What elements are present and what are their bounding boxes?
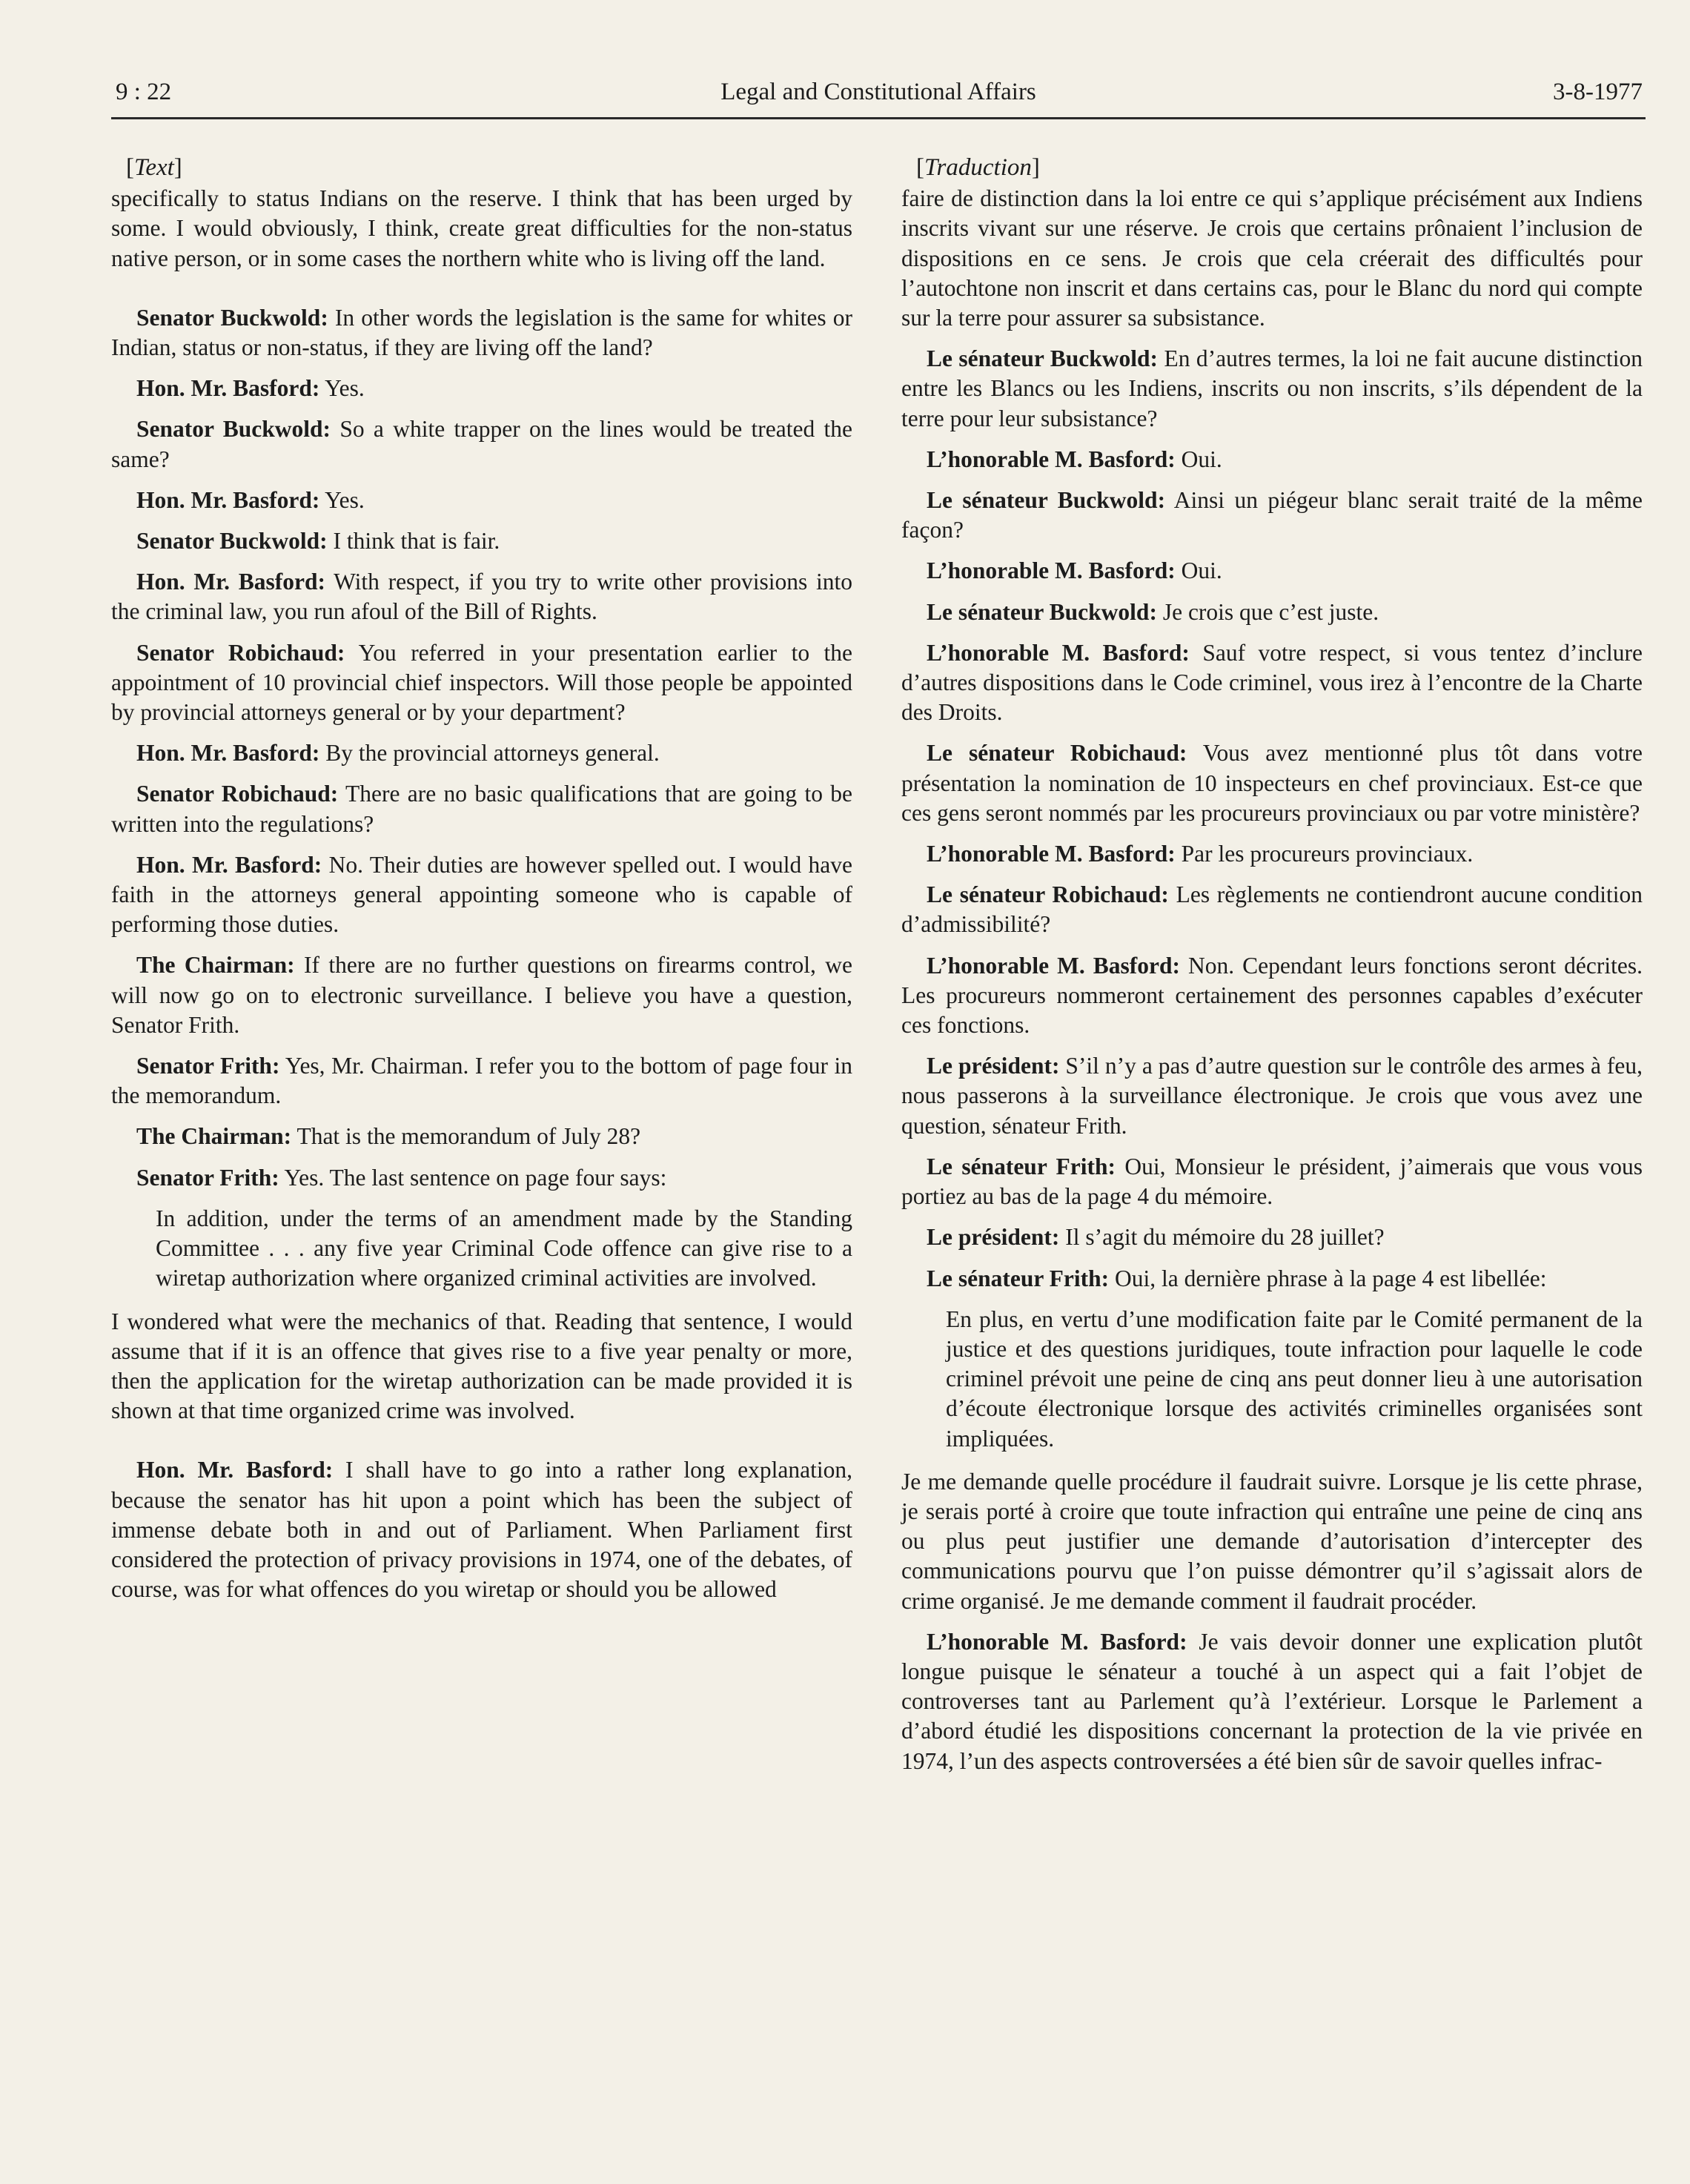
speech: Senator Robichaud: There are no basic qualifications that are going to be written into the regulations? xyxy=(111,781,853,837)
speech: L’honorable M. Basford: Je vais devoir donner une explication plutôt longue puisque le sénateur a touché à un aspect qui a fait l’objet de controverses tant au Parlement qu’à l’extérieur. Lorsque le Parlement a d’abord étudié les dispositions concernant la protection de la vie privée en 1974, l’un des aspects controversées a été bien sûr de savoir quelles infrac- xyxy=(901,1628,1643,1774)
speech: L’honorable M. Basford: Non. Cependant leurs fonctions seront décrites. Les procureurs nommeront certainement des personnes capables d’exécuter ces fonctions. xyxy=(901,952,1643,1039)
speaker-name: Le sénateur Frith: xyxy=(927,1153,1116,1179)
speaker-name: Hon. Mr. Basford: xyxy=(136,740,320,767)
header-date: 3-8-1977 xyxy=(1553,79,1643,105)
speaker-name: Hon. Mr. Basford: xyxy=(136,375,320,402)
speaker-name: Le président: xyxy=(927,1224,1060,1251)
speech: Hon. Mr. Basford: I shall have to go into a rather long explanation, because the senator has hit upon a point which has been the subject of immense debate both in and out of Parliament. When Parliament first considered the protection of privacy provisions in 1974, one of the debates, of course, was for what offences do you wiretap or should you be allowed xyxy=(111,1457,853,1603)
speech: Le sénateur Frith: Oui, la dernière phrase à la page 4 est libellée: xyxy=(927,1265,1547,1291)
paragraph: faire de distinction dans la loi entre ce qui s’applique précisément aux Indiens inscrits vivant sur une réserve. Je crois que certains prônaient l’inclusion de dispositions en ce sens. Je crois que cela créerait des difficultés pour l’autochtone non inscrit et dans certains cas, pour le Blanc du nord qui compte sur la terre pour assurer sa subsistance. xyxy=(901,185,1643,331)
speech: Le sénateur Buckwold: Ainsi un piégeur blanc serait traité de la même façon? xyxy=(901,487,1643,543)
speaker-name: Senator Buckwold: xyxy=(136,304,328,331)
document-page xyxy=(111,71,1646,2147)
speech: Senator Buckwold: In other words the legislation is the same for whites or Indian, status or non-status, if they are living off the land? xyxy=(111,304,852,361)
speech: Hon. Mr. Basford: With respect, if you try to write other provisions into the criminal law, you run afoul of the Bill of Rights. xyxy=(111,569,852,625)
speaker-name: L’honorable M. Basford: xyxy=(927,446,1176,472)
speaker-name: L’honorable M. Basford: xyxy=(927,1628,1187,1655)
speaker-name: Senator Buckwold: xyxy=(136,416,331,443)
speaker-name: Le sénateur Buckwold: xyxy=(927,345,1159,372)
speech: The Chairman: If there are no further questions on firearms control, we will now go on to electronic surveillance. I believe you have a question, Senator Frith. xyxy=(111,952,853,1038)
speaker-name: Senator Frith: xyxy=(136,1164,279,1191)
speech: Le sénateur Buckwold: Je crois que c’est juste. xyxy=(927,598,1379,625)
section-marker: [Text] xyxy=(126,154,182,181)
block-quote: In addition, under the terms of an amendment made by the Standing Committee . . . any five year Criminal Code offence can give rise to a wiretap authorization where organized criminal activities are involved. xyxy=(156,1205,852,1291)
speaker-name: Hon. Mr. Basford: xyxy=(136,1457,334,1483)
speech: L’honorable M. Basford: Oui. xyxy=(927,557,1222,584)
speaker-name: Senator Robichaud: xyxy=(136,781,339,807)
speaker-name: L’honorable M. Basford: xyxy=(927,952,1180,979)
speech: L’honorable M. Basford: Oui. xyxy=(927,446,1222,472)
speech: Le sénateur Buckwold: En d’autres termes, la loi ne fait aucune distinction entre les Blancs ou les Indiens, inscrits ou non inscrits, s’ils dépendent de la terre pour leur subsistance? xyxy=(901,345,1643,431)
speech: Hon. Mr. Basford: By the provincial attorneys general. xyxy=(136,740,660,767)
speech: L’honorable M. Basford: Par les procureurs provinciaux. xyxy=(927,841,1474,867)
speaker-name: Hon. Mr. Basford: xyxy=(136,851,322,878)
paragraph: specifically to status Indians on the reserve. I think that has been urged by some. I would obviously, I think, create great difficulties for the non-status native person, or in some cases the northern white who is living off the land. xyxy=(111,185,852,271)
speech: Senator Frith: Yes. The last sentence on page four says: xyxy=(136,1164,667,1191)
speaker-name: L’honorable M. Basford: xyxy=(927,639,1190,666)
block-quote: En plus, en vertu d’une modification faite par le Comité permanent de la justice et des questions juridiques, toute infraction pour laquelle le code criminel prévoit une peine de cinq ans peut donner lieu à une autorisation d’écoute électronique lorsque des activités criminelles organisées sont impliquées. xyxy=(946,1306,1643,1452)
speech: Hon. Mr. Basford: Yes. xyxy=(136,486,365,513)
speaker-name: Le sénateur Buckwold: xyxy=(927,598,1157,625)
speaker-name: Senator Robichaud: xyxy=(136,639,345,666)
speaker-name: L’honorable M. Basford: xyxy=(927,557,1176,584)
paragraph: Je me demande quelle procédure il faudrait suivre. Lorsque je lis cette phrase, je serais porté à croire que toute infraction qui entraîne une peine de cinq ans ou plus peut justifier une demande d’autorisation d’intercepter des communications pourvu que l’on puisse démontrer qu’il s’agissait alors de crime organisé. Je me demande comment il faudrait procéder. xyxy=(901,1468,1643,1614)
speech: Le président: S’il n’y a pas d’autre question sur le contrôle des armes à feu, nous passerons à la surveillance électronique. Je crois que vous avez une question, sénateur Frith. xyxy=(901,1053,1643,1139)
speaker-name: Le sénateur Robichaud: xyxy=(927,740,1187,767)
speaker-name: Le président: xyxy=(927,1053,1060,1079)
header-title: Legal and Constitutional Affairs xyxy=(720,79,1036,105)
speaker-name: L’honorable M. Basford: xyxy=(927,841,1176,867)
paragraph: I wondered what were the mechanics of that. Reading that sentence, I would assume that if it is an offence that gives rise to a five year penalty or more, then the application for the wiretap authorization can be made provided it is shown at that time organized crime was involved. xyxy=(111,1308,852,1424)
speech: The Chairman: That is the memorandum of July 28? xyxy=(136,1123,641,1150)
speech: Senator Buckwold: So a white trapper on the lines would be treated the same? xyxy=(111,416,852,472)
speaker-name: Senator Buckwold: xyxy=(136,528,328,555)
english-column xyxy=(111,153,852,1615)
speaker-name: Hon. Mr. Basford: xyxy=(136,486,320,513)
speech: Senator Frith: Yes, Mr. Chairman. I refer you to the bottom of page four in the memorandum. xyxy=(111,1053,852,1109)
speaker-name: Hon. Mr. Basford: xyxy=(136,569,326,595)
page-header xyxy=(111,71,1646,119)
speech: Le sénateur Robichaud: Vous avez mentionné plus tôt dans votre présentation la nomination de 10 inspecteurs en chef provinciaux. Est-ce que ces gens seront nommés par les procureurs provinciaux ou par votre ministère? xyxy=(901,740,1643,826)
speaker-name: The Chairman: xyxy=(136,952,295,979)
speaker-name: Le sénateur Robichaud: xyxy=(927,881,1169,908)
french-column xyxy=(901,153,1643,1787)
section-marker: [Traduction] xyxy=(916,154,1040,181)
speaker-name: Le sénateur Frith: xyxy=(927,1265,1110,1291)
speech: Le sénateur Robichaud: Les règlements ne contiendront aucune condition d’admissibilité? xyxy=(901,881,1643,938)
speaker-name: The Chairman: xyxy=(136,1123,292,1150)
speech: Le président: Il s’agit du mémoire du 28 juillet? xyxy=(927,1224,1385,1251)
speaker-name: Le sénateur Buckwold: xyxy=(927,487,1166,514)
speech: Hon. Mr. Basford: No. Their duties are however spelled out. I would have faith in the attorneys general appointing someone who is capable of performing those duties. xyxy=(111,851,853,938)
speech: Senator Buckwold: I think that is fair. xyxy=(136,528,500,555)
page-number: 9 : 22 xyxy=(116,79,172,105)
speech: L’honorable M. Basford: Sauf votre respect, si vous tentez d’inclure d’autres dispositions dans le Code criminel, vous irez à l’encontre de la Charte des Droits. xyxy=(901,639,1643,726)
speech: Hon. Mr. Basford: Yes. xyxy=(136,375,365,402)
speech: Le sénateur Frith: Oui, Monsieur le président, j’aimerais que vous vous portiez au bas de la page 4 du mémoire. xyxy=(901,1153,1643,1210)
speech: Senator Robichaud: You referred in your presentation earlier to the appointment of 10 provincial chief inspectors. Will those people be appointed by provincial attorneys general or by your department? xyxy=(111,639,852,726)
speaker-name: Senator Frith: xyxy=(136,1053,280,1079)
